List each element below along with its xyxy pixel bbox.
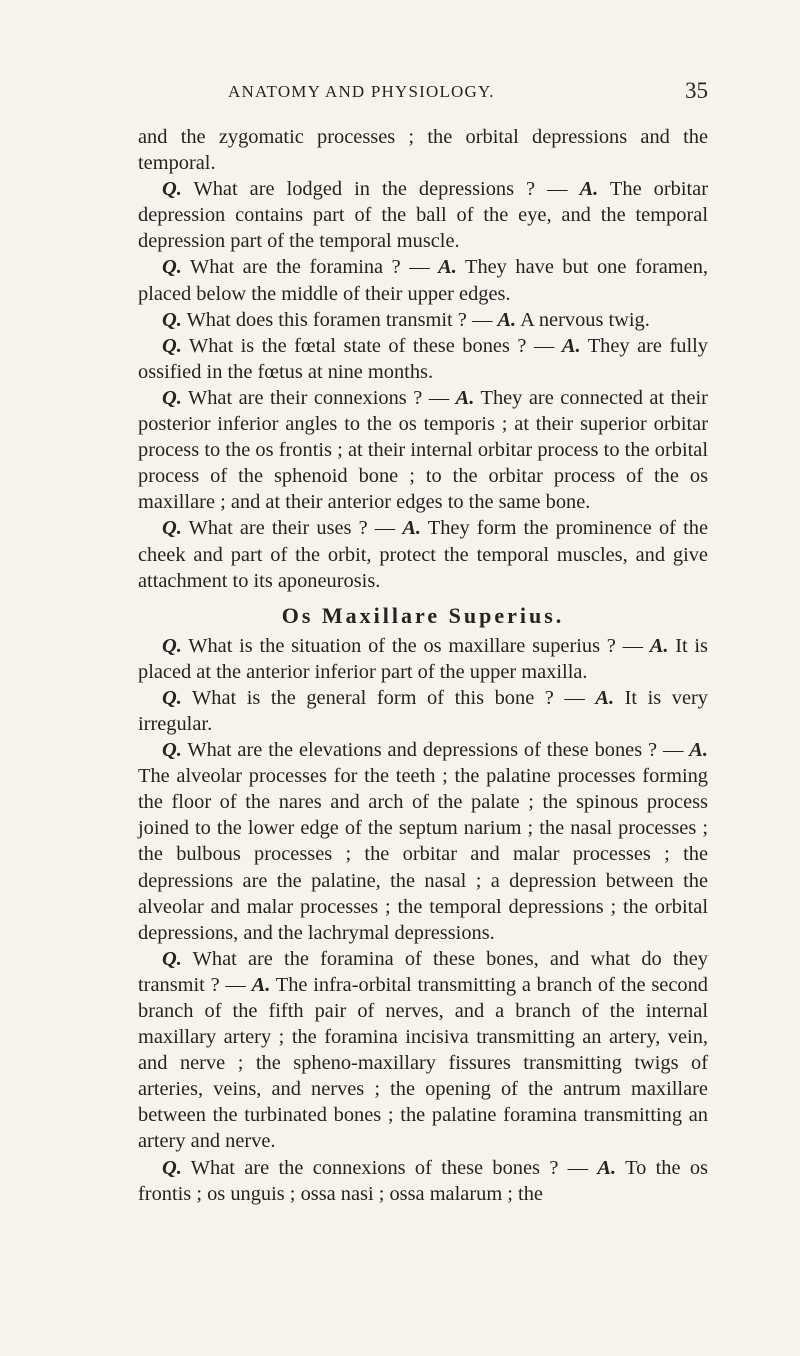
question-marker: Q. — [162, 386, 182, 409]
qa-paragraph — [138, 946, 708, 1155]
qa-paragraph — [138, 685, 708, 737]
answer-marker: A. — [597, 1156, 617, 1179]
qa-paragraph — [138, 515, 708, 593]
answer-text: The alveolar processes for the teeth ; the palatine processes forming the floor of the nares and arch of the palate ; the spinous process joined to the lower edge of the septum narium ; the nasal processes ; the bulbous processes ; the orbitar and malar processes ; the depressions are the palatine, the nasal ; a depression between the alveolar and malar processes ; the temporal depressions ; the orbital depressions, and the lachrymal depressions. — [138, 765, 708, 944]
answer-marker: A. — [649, 634, 669, 657]
answer-text: A nervous twig. — [520, 308, 650, 331]
qa-paragraph — [138, 737, 708, 946]
page-header — [138, 80, 708, 110]
question-text: What are their connexions ? — — [187, 386, 450, 409]
question-marker: Q. — [162, 1156, 182, 1179]
answer-marker: A. — [455, 386, 475, 409]
qa-paragraph — [138, 307, 708, 333]
question-text: What are lodged in the depressions ? — — [193, 178, 568, 201]
question-marker: Q. — [162, 686, 182, 709]
answer-marker: A. — [402, 517, 422, 540]
answer-marker: A. — [438, 256, 457, 279]
answer-text: It is placed at the anterior inferior part of the upper maxilla. — [138, 634, 708, 683]
qa-paragraph — [138, 385, 708, 515]
answer-marker: A. — [689, 739, 708, 762]
question-text: What is the general form of this bone ? — — [192, 686, 585, 709]
question-marker: Q. — [162, 178, 182, 201]
question-marker: Q. — [162, 739, 182, 762]
qa-paragraph — [138, 176, 708, 254]
question-marker: Q. — [162, 256, 182, 279]
qa-paragraph — [138, 1155, 708, 1207]
answer-marker: A. — [251, 973, 271, 996]
answer-text: They form the prominence of the cheek and part of the orbit, protect the temporal muscles, and give attachment to its aponeurosis. — [138, 517, 708, 592]
question-text: What is the fœtal state of these bones ? — — [188, 334, 555, 357]
question-marker: Q. — [162, 334, 182, 357]
question-text: What are the connexions of these bones ? — — [190, 1156, 589, 1179]
question-text: What are the foramina of these bones, and what do they transmit ? — — [138, 947, 708, 996]
question-marker: Q. — [162, 634, 182, 657]
paragraph — [138, 124, 708, 176]
body-text — [138, 124, 708, 1207]
question-text: What does this foramen transmit ? — — [186, 308, 493, 331]
answer-text: They have but one foramen, placed below the middle of their upper edges. — [138, 256, 708, 305]
qa-paragraph — [138, 254, 708, 306]
question-marker: Q. — [162, 308, 182, 331]
running-head: ANATOMY AND PHYSIOLOGY. — [228, 82, 495, 101]
question-text: What is the situation of the os maxillare superius ? — — [188, 634, 643, 657]
qa-paragraph — [138, 633, 708, 685]
question-marker: Q. — [162, 947, 182, 970]
answer-marker: A. — [579, 178, 599, 201]
answer-marker: A. — [561, 334, 581, 357]
question-text: What are the foramina ? — — [189, 256, 430, 279]
question-text: What are their uses ? — — [188, 517, 396, 540]
paragraph-text: and the zygomatic processes ; the orbital depressions and the temporal. — [138, 126, 708, 175]
answer-text: It is very irregular. — [138, 686, 708, 735]
section-title: Os Maxillare Superius. — [281, 602, 565, 628]
answer-text: They are connected at their posterior inferior angles to the os temporis ; at their superior orbitar process to the os frontis ; at their internal orbitar process to the orbital process of the sphenoid bone ; to the orbitar process of the os maxillare ; and at their anterior edges to the same bone. — [138, 386, 708, 514]
answer-marker: A. — [497, 308, 517, 331]
question-marker: Q. — [162, 517, 182, 540]
answer-text: The orbitar depression contains part of the ball of the eye, and the temporal depression part of the temporal muscle. — [138, 178, 708, 253]
qa-paragraph — [138, 333, 708, 385]
answer-marker: A. — [595, 686, 615, 709]
answer-text: The infra-orbital transmitting a branch of the second branch of the fifth pair of nerves, and a branch of the internal maxillary artery ; the foramina incisiva transmitting an artery, vein, and nerve ; the spheno-maxillary fissures transmitting twigs of arteries, veins, and nerves ; the opening of the antrum maxillare between the turbinated bones ; the palatine foramina transmitting an artery and nerve. — [138, 973, 708, 1153]
answer-text: They are fully ossified in the fœtus at nine months. — [138, 334, 708, 383]
page-number: 35 — [685, 78, 708, 103]
question-text: What are the elevations and depressions of these bones ? — — [187, 739, 684, 762]
answer-text: To the os frontis ; os unguis ; ossa nasi ; ossa malarum ; the — [138, 1156, 708, 1205]
